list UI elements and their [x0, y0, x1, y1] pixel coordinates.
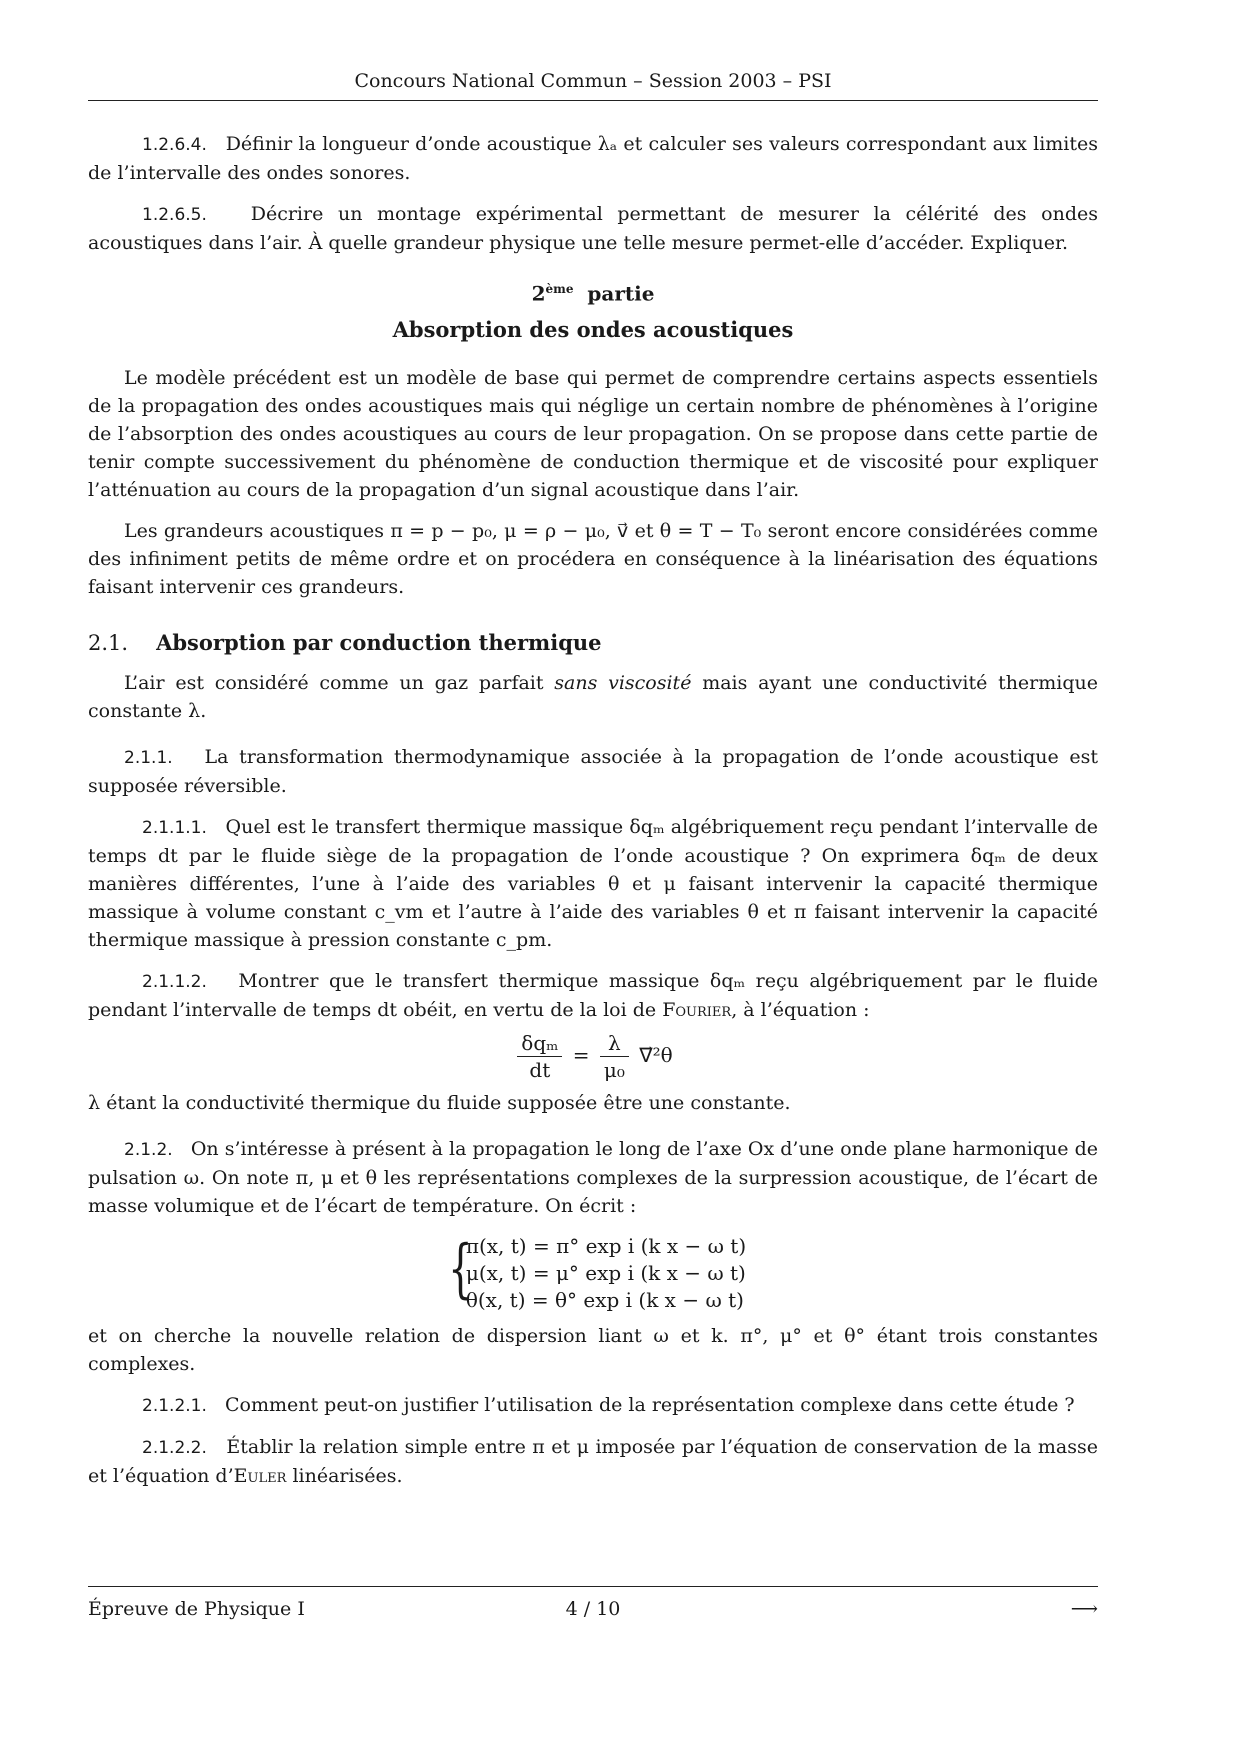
- question-1264: [88, 130, 1098, 187]
- question-211: [88, 743, 1098, 800]
- question-2112: [88, 967, 1098, 1024]
- question-number: 2.1.1.2.: [142, 971, 207, 992]
- fraction-rhs: [600, 1030, 629, 1083]
- intro-paragraph-2: Les grandeurs acoustiques π = p − p₀, μ = ρ − μ₀, v⃗ et θ = T − T₀ seront encore considérées comme des infiniment petits de même ordre et on procédera en conséquence à la linéarisation des équations faisant intervenir ces grandeurs.: [88, 519, 1098, 598]
- section-number: 2.1.: [88, 630, 129, 655]
- equation-system: [440, 1233, 746, 1314]
- question-text: On s’intéresse à présent à la propagation le long de l’axe Ox d’une onde plane harmonique de pulsation ω. On note π, μ et θ les représentations complexes de la surpression acoustique, de l’écart de masse volumique et de l’écart de température. On écrit :: [88, 1137, 1098, 1217]
- question-number: 2.1.2.: [124, 1139, 173, 1160]
- question-2111: [88, 813, 1098, 954]
- part-word: partie: [587, 281, 655, 306]
- emphasis-text: sans viscosité: [554, 671, 692, 694]
- question-number: 2.1.2.2.: [142, 1437, 207, 1458]
- system-line-theta: θ(x, t) = θ° exp i (k x − ω t): [465, 1287, 744, 1312]
- part-heading: [88, 275, 1098, 308]
- footer-exam-title: Épreuve de Physique I: [88, 1598, 305, 1620]
- question-text-2: , à l’équation :: [731, 998, 870, 1021]
- part-number: 2: [531, 281, 546, 306]
- system-explanation: et on cherche la nouvelle relation de dispersion liant ω et k. π°, μ° et θ° étant trois constantes complexes.: [88, 1324, 1098, 1375]
- question-text: La transformation thermodynamique associée à la propagation de l’onde acoustique est supposée réversible.: [88, 745, 1098, 797]
- question-text: Décrire un montage expérimental permettant de mesurer la célérité des ondes acoustiques dans l’air. À quelle grandeur physique une telle mesure permet-elle d’accéder. Expliquer.: [88, 203, 1098, 254]
- question-number: 2.1.1.1.: [142, 817, 207, 838]
- fraction-numerator: δqₘ: [517, 1030, 562, 1057]
- section-title: Absorption par conduction thermique: [156, 629, 602, 655]
- author-name: Fourier: [662, 998, 732, 1021]
- next-page-arrow-icon[interactable]: ⟶: [1070, 1598, 1098, 1620]
- question-number: 2.1.1.: [124, 747, 173, 768]
- page-content: [88, 130, 1098, 1503]
- question-text: Montrer que le transfert thermique massique δqₘ reçu algébriquement par le fluide pendant l’intervalle de temps dt obéit, en vertu de la loi de: [88, 969, 1098, 1021]
- fraction-lhs: [517, 1030, 562, 1083]
- intro-paragraph-1: Le modèle précédent est un modèle de base qui permet de comprendre certains aspects essentiels de la propagation des ondes acoustiques mais qui néglige un certain nombre de phénomènes à l’origine de l’absorption des ondes acoustiques au cours de leur propagation. On se propose dans cette partie de tenir compte successivement du phénomène de conduction thermique et de viscosité pour expliquer l’atténuation au cours de la propagation d’un signal acoustique dans l’air.: [88, 366, 1098, 501]
- fourier-equation: [88, 1030, 1098, 1083]
- system-line-pi: π(x, t) = π° exp i (k x − ω t): [465, 1233, 747, 1258]
- part-sup: ème: [545, 282, 574, 296]
- fraction-numerator: λ: [600, 1030, 629, 1057]
- wave-system: [88, 1233, 1098, 1314]
- section-intro-text-2: mais ayant une conductivité thermique constante λ.: [88, 671, 1098, 722]
- question-text: Comment peut-on justifier l’utilisation de la représentation complexe dans cette étude ?: [225, 1393, 1075, 1416]
- equation-explanation: λ étant la conductivité thermique du fluide supposée être une constante.: [88, 1091, 791, 1114]
- author-name: Euler: [233, 1464, 287, 1487]
- question-text: Établir la relation simple entre π et μ imposée par l’équation de conservation de la masse et l’équation d’: [88, 1435, 1099, 1487]
- footer-rule: [88, 1586, 1098, 1587]
- fraction-denominator: μ₀: [603, 1057, 625, 1082]
- system-line-mu: μ(x, t) = μ° exp i (k x − ω t): [465, 1260, 746, 1285]
- equals-sign: =: [572, 1042, 590, 1067]
- section-intro-text: L’air est considéré comme un gaz parfait: [124, 671, 544, 694]
- question-212: [88, 1135, 1098, 1220]
- question-number: 1.2.6.4.: [142, 135, 207, 155]
- fraction-denominator: dt: [529, 1057, 551, 1082]
- question-text-2: linéarisées.: [292, 1464, 403, 1487]
- part-subtitle: Absorption des ondes acoustiques: [392, 316, 794, 342]
- question-text: Définir la longueur d’onde acoustique λₐ et calculer ses valeurs correspondant aux limites de l’intervalle des ondes sonores.: [88, 133, 1098, 184]
- page-number: 4 / 10: [565, 1598, 621, 1620]
- section-intro: [88, 669, 1098, 725]
- question-text: Quel est le transfert thermique massique δqₘ algébriquement reçu pendant l’intervalle de temps dt par le fluide siège de la propagation de l’onde acoustique ? On exprimera δqₘ de deux manières différentes, l’une à l’aide des variables θ et μ faisant intervenir la capacité thermique massique à volume constant c_vm et l’autre à l’aide des variables θ et π faisant intervenir la capacité thermique massique à pression constante c_pm.: [88, 815, 1099, 951]
- section-heading: [88, 629, 1098, 657]
- question-number: 1.2.6.5.: [142, 205, 207, 225]
- question-1265: [88, 200, 1098, 257]
- header-rule: [88, 100, 1098, 101]
- running-header: Concours National Commun – Session 2003 – PSI: [354, 70, 832, 92]
- question-2122: [88, 1433, 1098, 1490]
- question-2121: [88, 1391, 1098, 1420]
- question-number: 2.1.2.1.: [142, 1395, 207, 1416]
- left-brace: {: [447, 1231, 473, 1306]
- laplacian-term: ∇⃗²θ: [639, 1042, 673, 1067]
